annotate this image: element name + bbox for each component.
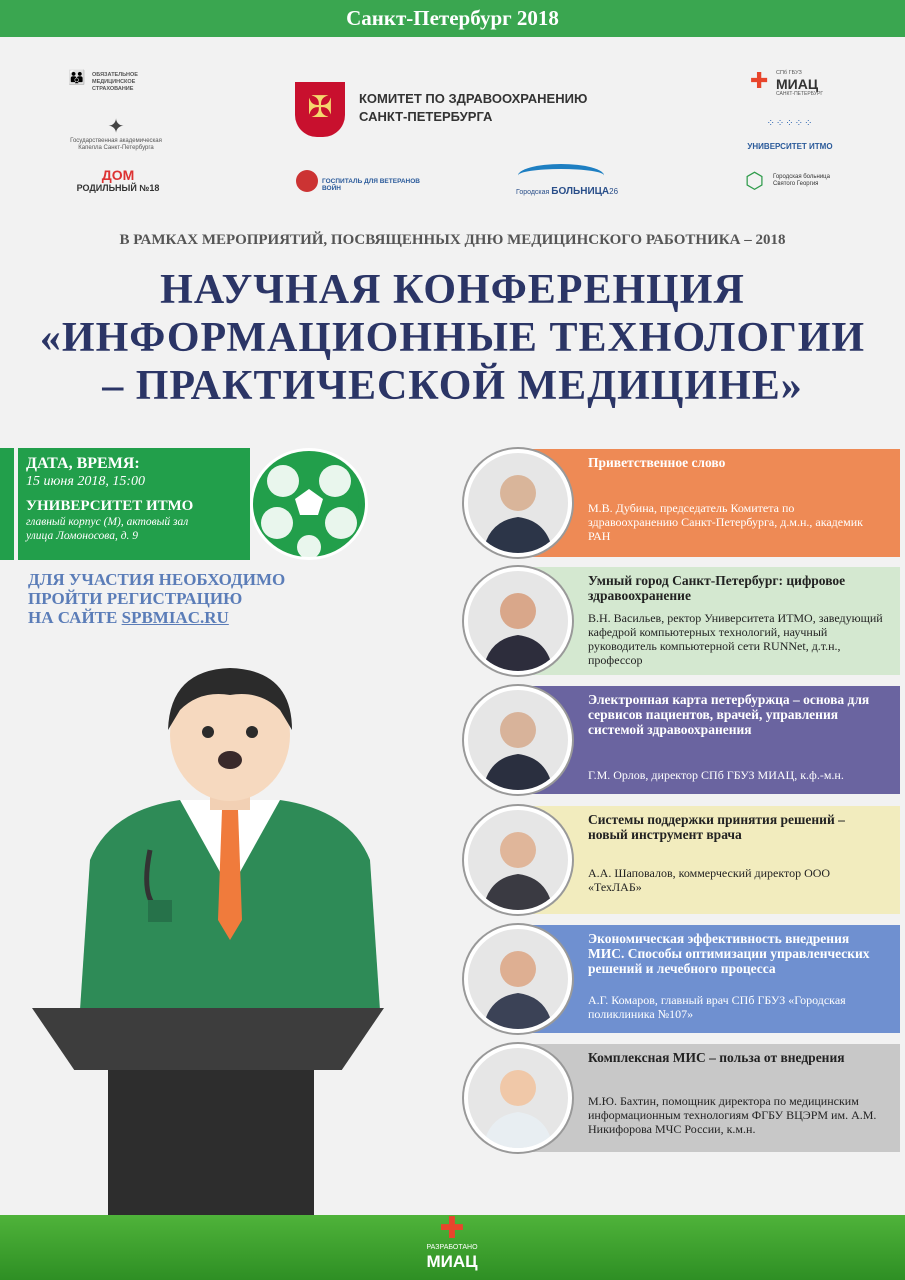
speaker-photo — [464, 449, 572, 557]
date-venue-box — [18, 448, 250, 560]
speaker-card — [464, 567, 905, 679]
gospital-logo — [296, 170, 420, 194]
oms-logo-text: ОБЯЗАТЕЛЬНОЕ МЕДИЦИНСКОЕ СТРАХОВАНИЕ — [92, 72, 138, 92]
capella-logo-text: Государственная академическая Капелла Санкт-Петербурга — [70, 138, 162, 151]
roddom-logo-top: ДОМ — [101, 167, 135, 183]
title-line2: «ИНФОРМАЦИОННЫЕ ТЕХНОЛОГИИ — [39, 315, 866, 361]
gospital-emblem-icon — [296, 170, 318, 192]
speaker-desc: В.Н. Васильев, ректор Университета ИТМО, заведующий кафедрой компьютерных технологий, научный руководитель компьютерной сети RUNNet, д.т.н., профессор — [588, 611, 883, 667]
register-line2: ПРОЙТИ РЕГИСТРАЦИЮ — [28, 589, 243, 608]
person-icon — [468, 810, 568, 910]
registration-notice — [28, 570, 285, 627]
speaker-desc: М.В. Дубина, председатель Комитета по здравоохранению Санкт-Петербурга, д.м.н., академик РАН — [588, 501, 863, 543]
speaker-photo — [464, 806, 572, 914]
speaker-desc: М.Ю. Бахтин, помощник директора по медицинским информационным технологиям ФГБУ ВЦЭРМ им. А.М. Никифорова МЧС России, к.м.н. — [588, 1094, 877, 1136]
header-city-year: Санкт-Петербург 2018 — [346, 6, 559, 30]
miac-cross-icon: ✚ — [750, 68, 769, 93]
podium-top — [32, 1008, 384, 1070]
miac-footer-badge — [418, 1214, 486, 1276]
developed-label: РАЗРАБОТАНО — [426, 1244, 478, 1251]
miac-city: САНКТ-ПЕТЕРБУРГ — [776, 91, 824, 97]
itmo-dots-icon: ⁘⁘⁘⁘⁘ — [766, 118, 814, 129]
hospital26-number: 26 — [609, 187, 619, 196]
roddom-logo-text: РОДИЛЬНЫЙ №18 — [76, 183, 160, 193]
date-label: ДАТА, ВРЕМЯ: — [26, 455, 140, 472]
speaker-desc: А.А. Шаповалов, коммерческий директор ООО «ТехЛАБ» — [588, 866, 831, 894]
register-line1: ДЛЯ УЧАСТИЯ НЕОБХОДИМО — [28, 570, 286, 589]
sport-ball-icon — [250, 448, 368, 560]
hospital26-prefix: Городская — [516, 189, 550, 196]
angel-icon: ✦ — [107, 116, 125, 138]
date-value: 15 июня 2018, 15:00 — [26, 474, 145, 489]
speaker-photo — [464, 567, 572, 675]
georgiy-logo-text: Городская больница Святого Георгия — [773, 174, 830, 187]
miac-name: МИАЦ — [776, 76, 819, 92]
roddom-logo — [70, 167, 166, 194]
gospital-logo-text: ГОСПИТАЛЬ ДЛЯ ВЕТЕРАНОВ ВОЙН — [322, 178, 420, 192]
speaker-photo — [464, 1044, 572, 1152]
georgiy-emblem-icon: ⬡ — [745, 168, 765, 193]
hospital26-wave-icon — [518, 164, 604, 187]
event-subtitle: В РАМКАХ МЕРОПРИЯТИЙ, ПОСВЯЩЕННЫХ ДНЮ МЕДИЦИНСКОГО РАБОТНИКА – 2018 — [119, 232, 786, 248]
speaker-card — [464, 925, 905, 1037]
committee-logo — [295, 82, 625, 140]
speaker-card — [464, 686, 905, 798]
person-icon — [468, 571, 568, 671]
miac-cross-icon: ✚ — [439, 1212, 465, 1245]
oms-people-icon: 👪 — [68, 69, 84, 85]
green-stripe — [0, 448, 14, 560]
miac-logo — [750, 70, 840, 98]
hospital26-logo — [514, 164, 619, 200]
title-line3: – ПРАКТИЧЕСКОЙ МЕДИЦИНЕ» — [102, 363, 803, 409]
committee-line1: КОМИТЕТ ПО ЗДРАВООХРАНЕНИЮ — [359, 91, 588, 106]
capella-logo — [66, 116, 166, 152]
person-icon — [468, 1048, 568, 1148]
person-icon — [468, 453, 568, 553]
registration-link[interactable]: SPBMIAC.RU — [121, 608, 229, 627]
speaker-topic: Системы поддержки принятия решений – новый инструмент врача — [588, 812, 845, 842]
speaker-topic: Комплексная МИС – польза от внедрения — [588, 1050, 845, 1065]
page-title — [0, 266, 905, 410]
georgiy-logo — [745, 168, 845, 198]
hospital26-name: БОЛЬНИЦА — [551, 186, 610, 197]
venue-detail-2: улица Ломоносова, д. 9 — [26, 530, 139, 542]
speaker-illustration — [30, 660, 430, 1060]
committee-line2: САНКТ-ПЕТЕРБУРГА — [359, 109, 493, 124]
miac-small: СПб ГБУЗ — [776, 70, 802, 76]
speaker-card — [464, 449, 905, 561]
header-bar — [0, 0, 905, 37]
speaker-photo — [464, 686, 572, 794]
speaker-card — [464, 1044, 905, 1156]
register-line3: НА САЙТЕ — [28, 608, 122, 627]
itmo-logo-text: УНИВЕРСИТЕТ ИТМО — [747, 142, 833, 151]
speaker-photo — [464, 925, 572, 1033]
speaker-desc: А.Г. Комаров, главный врач СПб ГБУЗ «Городская поликлиника №107» — [588, 993, 846, 1021]
person-icon — [468, 690, 568, 790]
venue-detail-1: главный корпус (М), актовый зал — [26, 516, 189, 528]
oms-logo — [68, 69, 164, 92]
footer-miac: МИАЦ — [426, 1252, 478, 1271]
title-line1: НАУЧНАЯ КОНФЕРЕНЦИЯ — [160, 267, 745, 313]
itmo-logo — [740, 118, 840, 151]
speaker-topic: Электронная карта петербуржца – основа для сервисов пациентов, врачей, управления системой здравоохранения — [588, 692, 870, 737]
venue-name: УНИВЕРСИТЕТ ИТМО — [26, 498, 194, 514]
ball-pattern-icon — [253, 451, 365, 557]
speaker-desc: Г.М. Орлов, директор СПб ГБУЗ МИАЦ, к.ф.-м.н. — [588, 768, 844, 782]
speaker-card — [464, 806, 905, 918]
speaker-topic: Экономическая эффективность внедрения МИС. Способы оптимизации управленческих решений и лечебного процесса — [588, 931, 870, 976]
speaker-topic: Приветственное слово — [588, 455, 726, 470]
speaker-topic: Умный город Санкт-Петербург: цифровое здравоохранение — [588, 573, 846, 603]
crest-icon: ✠ — [295, 82, 345, 137]
person-icon — [468, 929, 568, 1029]
